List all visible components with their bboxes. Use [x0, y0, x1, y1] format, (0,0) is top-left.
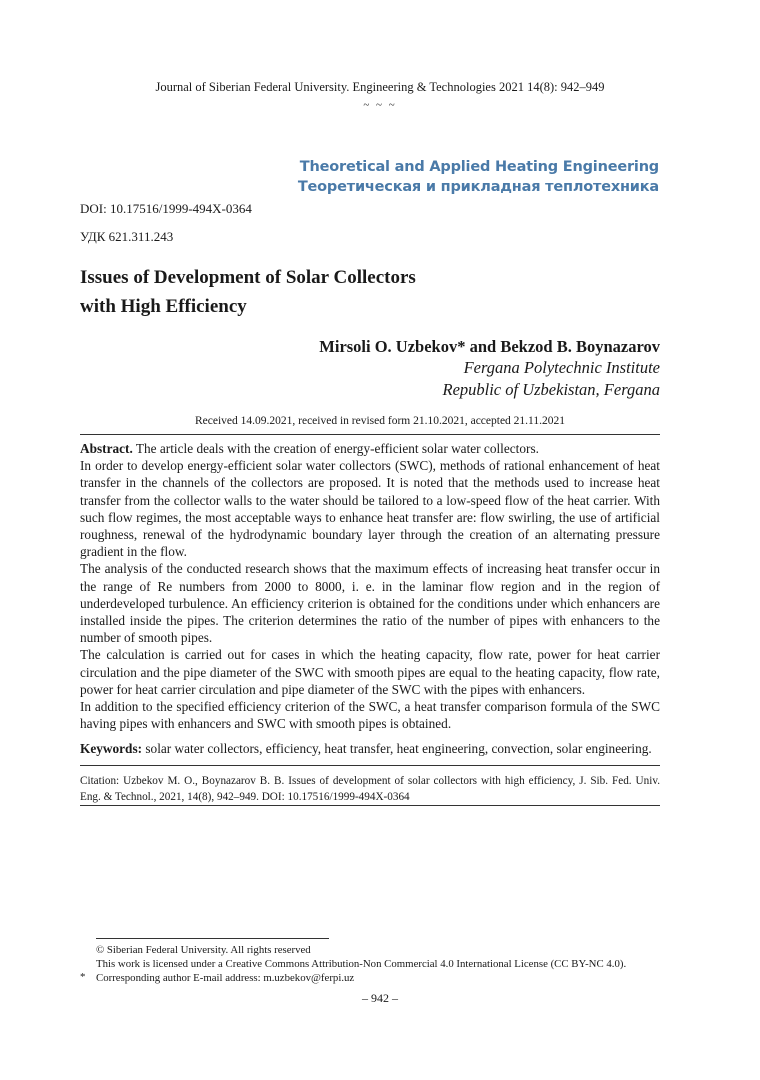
citation-top-rule — [80, 765, 660, 766]
footnote-corresponding-author: Corresponding author E-mail address: m.uzbekov@ferpi.uz — [96, 972, 355, 984]
paper-title-line-1: Issues of Development of Solar Collectors — [80, 267, 416, 288]
abstract-p1: The article deals with the creation of energy-efficient solar water collectors. — [135, 441, 539, 456]
journal-header: Journal of Siberian Federal University. Engineering & Technologies 2021 14(8): 942–949 — [155, 80, 605, 94]
paper-title — [80, 263, 580, 321]
paper-title-line-2: with High Efficiency — [80, 296, 247, 317]
affiliation-line-2: Republic of Uzbekistan, Fergana — [442, 380, 660, 399]
abstract-p4: The calculation is carried out for cases in which the heating capacity, flow rate, power for heat carrier circulation and the pipe diameter of the SWC with smooth pipes are equal to the heating capacity, flow rate, power for heat carrier circulation and pipe diameter of the SWC with the pipes with enhancers. — [80, 647, 660, 697]
abstract-p3: The analysis of the conducted research shows that the maximum effects of increasing heat transfer occur in the range of Re numbers from 2000 to 8000, i. e. in the laminar flow region and in the region of underdeveloped turbulence. An efficiency criterion is obtained for the conditions under which enhancers are installed inside the pipes. The criterion determines the ratio of the number of pipes with enhancers to the number of smooth pipes. — [80, 561, 660, 646]
keywords — [80, 740, 660, 757]
header-ornament: ~ ~ ~ — [363, 99, 397, 111]
footnote-rule — [96, 938, 329, 939]
footnote-star-marker: * — [80, 971, 86, 983]
keywords-label: Keywords: — [80, 741, 143, 756]
section-title-ru: Теоретическая и прикладная теплотехника — [297, 179, 659, 195]
abstract — [80, 440, 660, 732]
footnote-license: This work is licensed under a Creative Commons Attribution-Non Commercial 4.0 International License (CC BY-NC 4.0). — [96, 958, 627, 970]
authors: Mirsoli O. Uzbekov* and Bekzod B. Boynazarov — [319, 337, 660, 356]
affiliation-line-1: Fergana Polytechnic Institute — [463, 358, 660, 377]
abstract-p5: In addition to the specified efficiency criterion of the SWC, a heat transfer comparison formula of the SWC having pipes with enhancers and SWC with smooth pipes is obtained. — [80, 699, 660, 732]
section-title-en: Theoretical and Applied Heating Engineering — [299, 159, 659, 175]
abstract-label: Abstract. — [80, 441, 133, 456]
udk-code: УДК 621.311.243 — [80, 229, 174, 244]
footnote-copyright: © Siberian Federal University. All rights reserved — [96, 944, 311, 956]
citation: Citation: Uzbekov M. O., Boynazarov B. B. Issues of development of solar collectors with high efficiency, J. Sib. Fed. Univ. Eng. & Technol., 2021, 14(8), 942–949. DOI: 10.17516/1999-494X-0364 — [80, 775, 660, 803]
keywords-text: solar water collectors, efficiency, heat transfer, heat engineering, convection, solar engineering. — [145, 741, 652, 756]
abstract-p2: In order to develop energy-efficient solar water collectors (SWC), methods of rational enhancement of heat transfer in the channels of the collectors are proposed. It is noted that the methods used to increase heat transfer from the collector walls to the water should be tailored to a low-speed flow of the heat carrier. With such flow regimes, the most acceptable ways to enhance heat transfer are: flow swirling, the use of artificial roughness, renewal of the hydrodynamic boundary layer through the creation of an alternating pressure gradient in the flow. — [80, 458, 660, 560]
received-dates: Received 14.09.2021, received in revised form 21.10.2021, accepted 21.11.2021 — [194, 415, 566, 427]
page-number: – 942 – — [362, 991, 398, 1005]
citation-bottom-rule — [80, 805, 660, 806]
doi: DOI: 10.17516/1999-494X-0364 — [80, 201, 252, 216]
top-rule — [80, 434, 660, 435]
